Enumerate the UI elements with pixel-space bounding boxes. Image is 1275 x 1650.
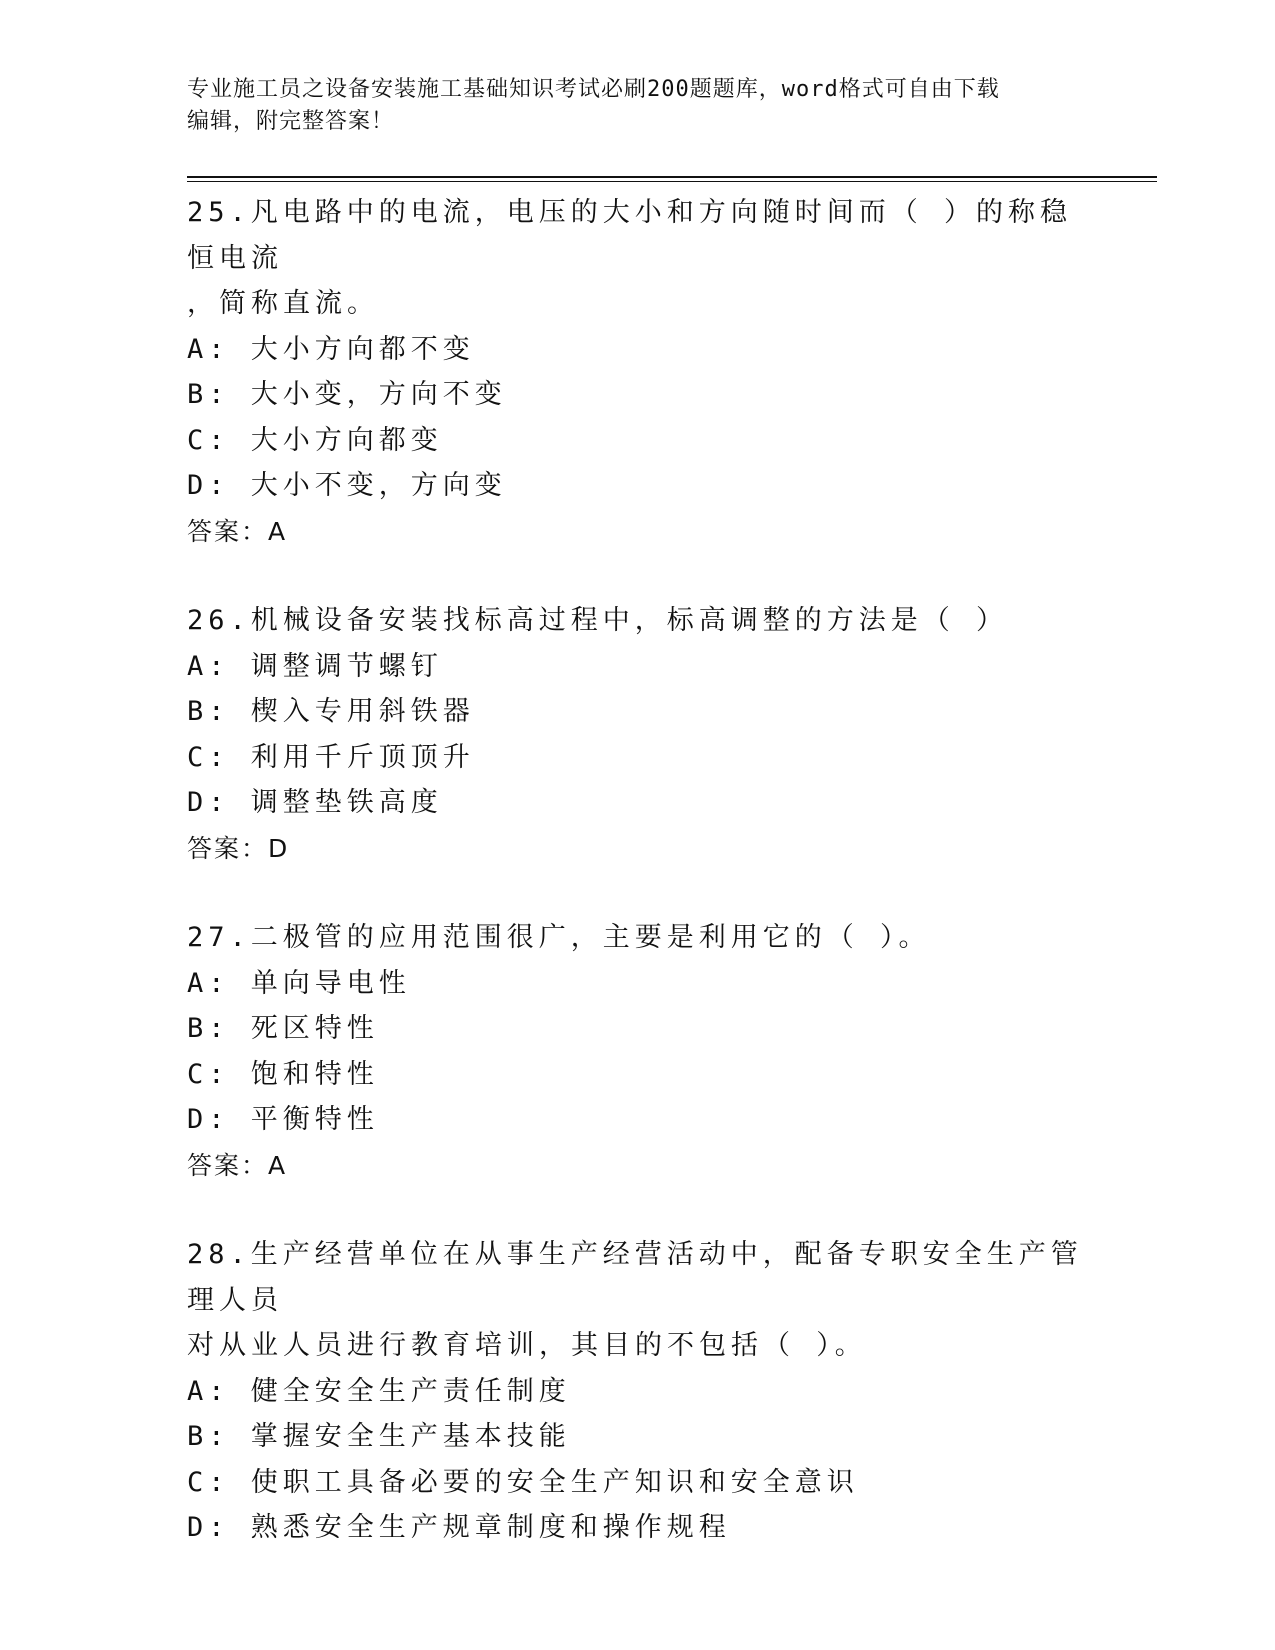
option-b: B: 楔入专用斜铁器 (187, 696, 475, 727)
option-a: A: 调整调节螺钉 (187, 650, 443, 682)
option-d: D: 大小不变，方向变 (187, 470, 507, 501)
option-c: C: 使职工具备必要的安全生产知识和安全意识 (187, 1466, 859, 1498)
option-d: D: 熟悉安全生产规章制度和操作规程 (187, 1512, 731, 1543)
question-stem: 25.凡电路中的电流，电压的大小和方向随时间而（ ）的称稳恒电流 (187, 197, 1073, 274)
question-28 (187, 1232, 1087, 1551)
option-d: D: 平衡特性 (187, 1104, 379, 1135)
option-b: B: 掌握安全生产基本技能 (187, 1421, 571, 1452)
answer-line: 答案：D (187, 833, 290, 863)
question-26 (187, 598, 1087, 871)
option-a: A: 健全安全生产责任制度 (187, 1375, 571, 1407)
question-stem: 27.二极管的应用范围很广，主要是利用它的（ ）。 (187, 922, 931, 953)
option-c: C: 饱和特性 (187, 1058, 379, 1090)
option-c: C: 大小方向都变 (187, 424, 443, 456)
question-stem: 26.机械设备安装找标高过程中，标高调整的方法是（ ） (187, 605, 1009, 636)
header-title-line-2: 编辑，附完整答案！ (187, 109, 395, 134)
question-stem: 28.生产经营单位在从事生产经营活动中，配备专职安全生产管理人员 (187, 1239, 1083, 1316)
answer-line: 答案：A (187, 1150, 288, 1180)
question-27 (187, 915, 1087, 1188)
option-d: D: 调整垫铁高度 (187, 787, 443, 818)
question-stem-continued: ，简称直流。 (187, 288, 379, 319)
question-stem-continued: 对从业人员进行教育培训，其目的不包括（ ）。 (187, 1330, 867, 1361)
question-list (187, 190, 1087, 1595)
option-a: A: 单向导电性 (187, 967, 411, 999)
option-b: B: 死区特性 (187, 1013, 379, 1044)
answer-line: 答案：A (187, 516, 288, 546)
document-header (187, 74, 1087, 138)
option-b: B: 大小变，方向不变 (187, 379, 507, 410)
header-divider-thick (187, 176, 1157, 178)
header-title-line-1: 专业施工员之设备安装施工基础知识考试必刷200题题库，word格式可自由下载 (187, 77, 1000, 102)
question-25 (187, 190, 1087, 554)
header-divider-thin (187, 181, 1157, 182)
option-c: C: 利用千斤顶顶升 (187, 741, 475, 773)
option-a: A: 大小方向都不变 (187, 333, 475, 365)
